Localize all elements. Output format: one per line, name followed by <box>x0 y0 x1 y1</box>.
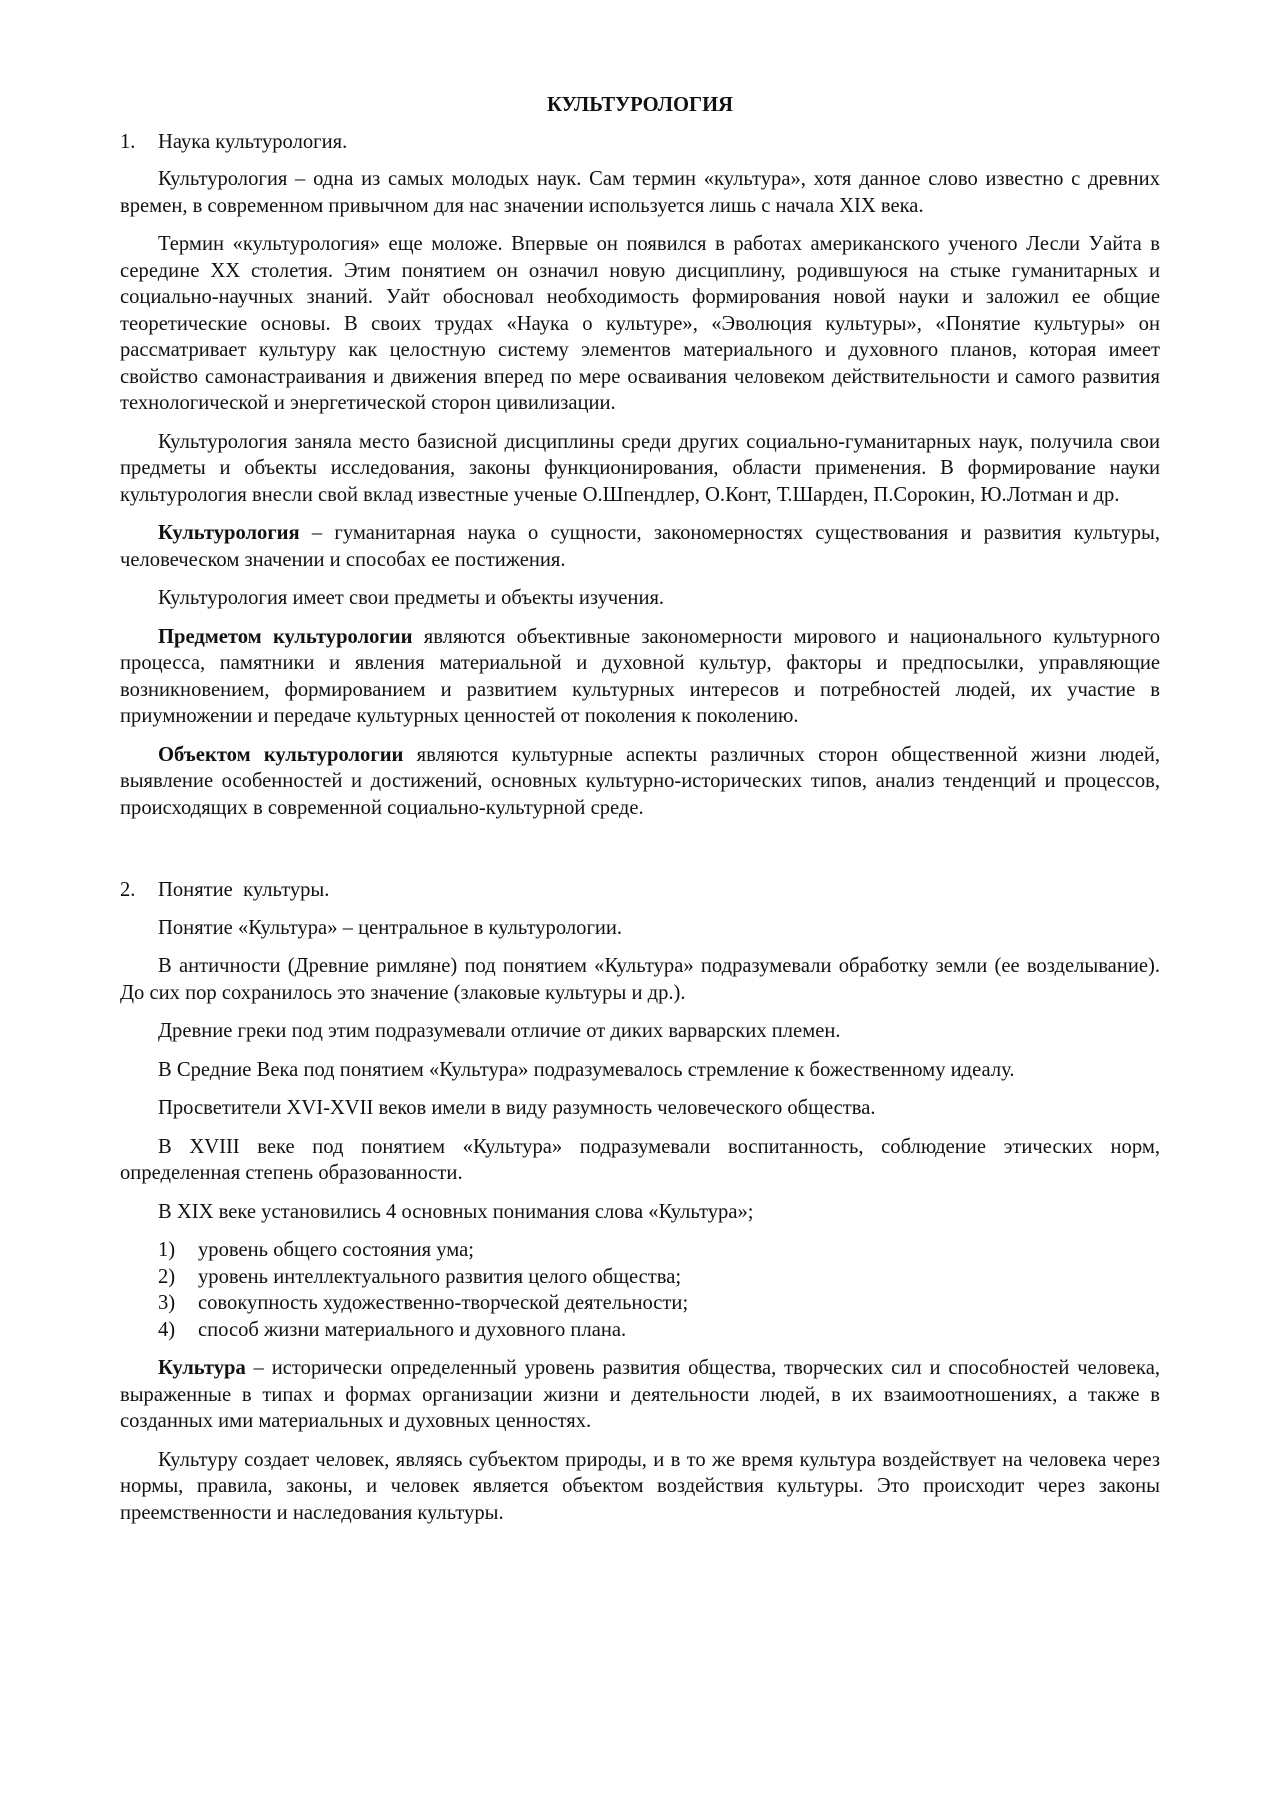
document-title: КУЛЬТУРОЛОГИЯ <box>547 94 733 116</box>
paragraph: Культуру создает человек, являясь субъектом природы, и в то же время культура воздействует на человека через нормы, правила, законы, и человек является объектом воздействия культуры. Это происходит через законы преемственности и наследования культуры. <box>120 1448 1160 1524</box>
paragraph: В античности (Древние римляне) под понятием «Культура» подразумевали обработку земли (ее возделывание). До сих пор сохранилось это значение (злаковые культуры и др.). <box>120 955 1160 1004</box>
section-title: Наука культурология. <box>158 130 348 153</box>
section-number: 2. <box>120 879 136 901</box>
numbered-list <box>120 1237 1160 1343</box>
list-text: совокупность художественно-творческой деятельности; <box>198 1292 689 1314</box>
section-number: 1. <box>120 130 136 153</box>
definition-text: являются культурные аспекты различных сторон общественной жизни людей, выявление особенностей и достижений, основных культурно-исторических типов, анализ тенденций и процессов, происходящих в современной социально-культурной среде. <box>120 743 1160 819</box>
section-2-heading <box>120 877 1160 904</box>
list-text: уровень интеллектуального развития целого общества; <box>198 1265 682 1288</box>
paragraph: В Средние Века под понятием «Культура» подразумевалось стремление к божественному идеалу. <box>158 1058 1015 1081</box>
defined-term: Культура <box>158 1357 246 1379</box>
list-item <box>120 1290 1160 1317</box>
list-item <box>120 1264 1160 1291</box>
defined-term: Предметом культурологии <box>158 625 413 648</box>
paragraph: Древние греки под этим подразумевали отличие от диких варварских племен. <box>158 1020 841 1042</box>
definition-paragraph <box>120 1355 1160 1435</box>
document-body <box>120 92 1160 1538</box>
definition-text: – исторически определенный уровень развития общества, творческих сил и способностей человека, выраженные в типах и формах организации жизни и деятельности людей, в их взаимоотношениях, а также в созданных ими материальных и духовных ценностях. <box>120 1357 1160 1432</box>
paragraph: Культурология имеет свои предметы и объекты изучения. <box>158 587 665 609</box>
definition-text: – гуманитарная наука о сущности, закономерностях существования и развития культуры, человеческом значении и способах ее постижения. <box>120 522 1160 571</box>
list-number: 2) <box>158 1265 176 1288</box>
list-number: 1) <box>158 1239 176 1261</box>
list-item <box>120 1317 1160 1344</box>
definition-paragraph <box>120 624 1160 730</box>
paragraph: В XIX веке установились 4 основных понимания слова «Культура»; <box>158 1200 754 1223</box>
list-text: уровень общего состояния ума; <box>198 1239 474 1261</box>
paragraph: Понятие «Культура» – центральное в культурологии. <box>158 916 623 939</box>
section-title: Понятие культуры. <box>158 879 330 901</box>
list-item <box>120 1237 1160 1264</box>
defined-term: Культурология <box>158 522 300 544</box>
definition-text: являются объективные закономерности мирового и национального культурного процесса, памятники и явления материальной и духовной культур, факторы и предпосылки, управляющие возникновением, формированием и развитием культурных интересов и потребностей людей, их участие в приумножении и передаче культурных ценностей от поколения к поколению. <box>120 625 1160 727</box>
paragraph: В XVIII веке под понятием «Культура» подразумевали воспитанность, соблюдение этических норм, определенная степень образованности. <box>120 1135 1160 1184</box>
list-text: способ жизни материального и духовного плана. <box>198 1318 627 1341</box>
definition-paragraph <box>120 520 1160 573</box>
paragraph: Культурология – одна из самых молодых наук. Сам термин «культура», хотя данное слово известно с древних времен, в современном привычном для нас значении используется лишь с начала XIX века. <box>120 168 1160 217</box>
list-number: 3) <box>158 1292 176 1314</box>
paragraph: Культурология заняла место базисной дисциплины среди других социально-гуманитарных наук, получила свои предметы и объекты исследования, законы функционирования, области применения. В формирование науки культурология внесли свой вклад известные ученые О.Шпендлер, О.Конт, Т.Шарден, П.Сорокин, Ю.Лотман и др. <box>120 430 1160 506</box>
defined-term: Объектом культурологии <box>158 743 404 766</box>
list-number: 4) <box>158 1318 176 1341</box>
section-spacer <box>120 833 1160 877</box>
section-1-heading <box>120 129 1160 156</box>
definition-paragraph <box>120 742 1160 822</box>
paragraph: Термин «культурология» еще моложе. Впервые он появился в работах американского ученого Лесли Уайта в середине XX столетия. Этим понятием он означил новую дисциплину, родившуюся на стыке гуманитарных и социально-научных знаний. Уайт обосновал необходимость формирования новой науки и заложил ее общие теоретические основы. В своих трудах «Наука о культуре», «Эволюция культуры», «Понятие культуры» он рассматривает культуру как целостную систему элементов материального и духовного планов, которая имеет свойство самонастраивания и движения вперед по мере осваивания человеком действительности и самого развития технологической и энергетической сторон цивилизации. <box>120 233 1160 414</box>
paragraph: Просветители XVI-XVII веков имели в виду разумность человеческого общества. <box>158 1097 876 1119</box>
